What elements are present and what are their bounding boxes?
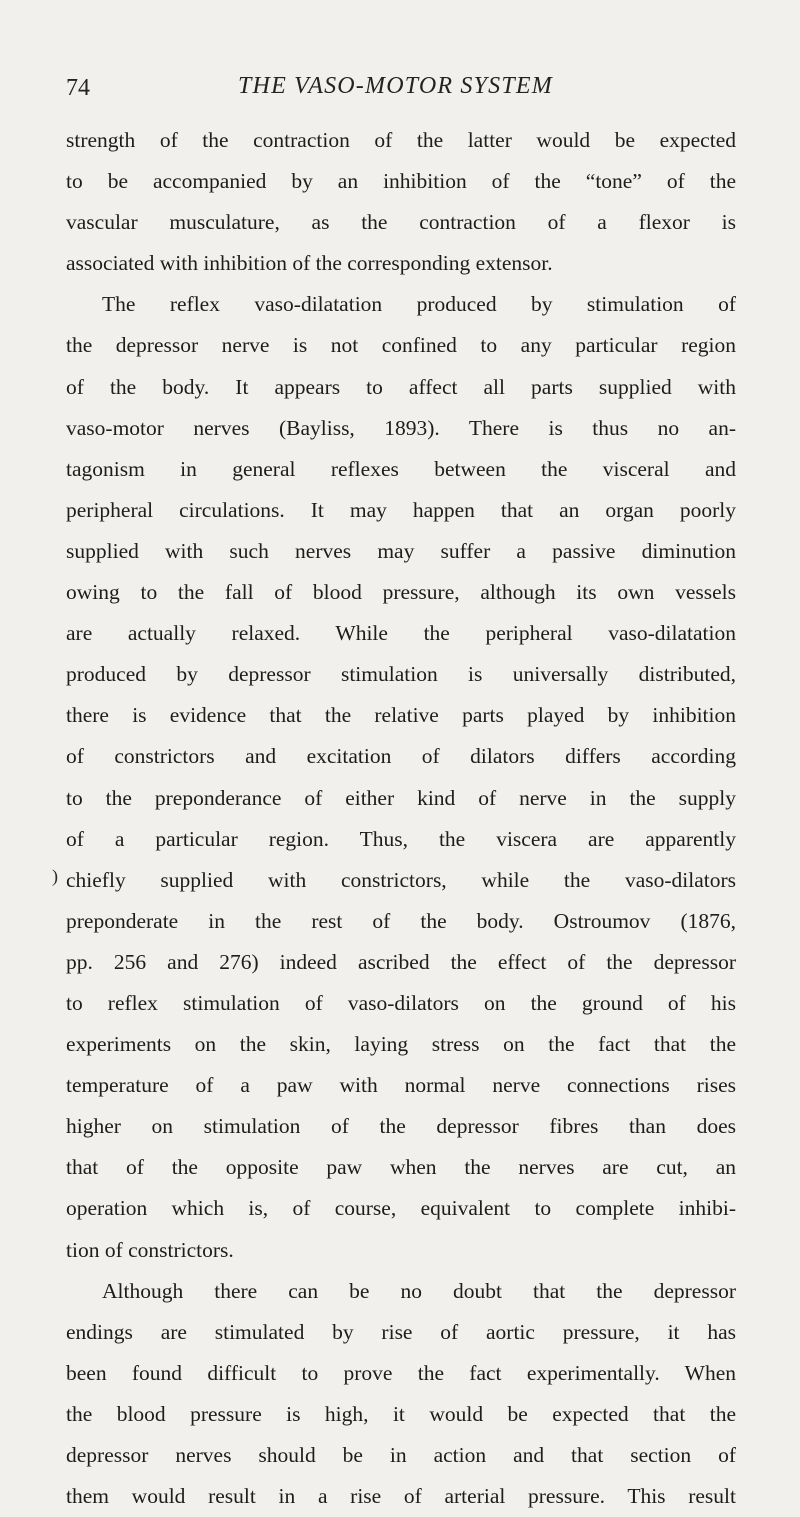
text-line: depressor nerves should be in action and that section of xyxy=(66,1443,736,1467)
text-line: The reflex vaso-dilatation produced by stimulation of xyxy=(102,292,736,317)
text-line: pp. 256 and 276) indeed ascribed the effect of the depressor xyxy=(66,949,736,974)
text-line: vascular musculature, as the contraction of a flexor is xyxy=(66,210,736,235)
text-line: to reflex stimulation of vaso-dilators on the ground of his xyxy=(66,990,736,1015)
text-line: experiments on the skin, laying stress on the fact that the xyxy=(66,1032,736,1057)
text-line: are actually relaxed. While the peripheral vaso-dilatation xyxy=(66,621,736,646)
text-line: higher on stimulation of the depressor fibres than does xyxy=(66,1114,736,1139)
text-line: the blood pressure is high, it would be expected that the xyxy=(66,1401,736,1426)
text-line: tagonism in general reflexes between the visceral and xyxy=(66,456,736,481)
text-line: there is evidence that the relative parts played by inhibition xyxy=(66,703,736,728)
text-line: supplied with such nerves may suffer a passive diminution xyxy=(66,538,736,563)
text-line: produced by depressor stimulation is universally distributed, xyxy=(66,662,736,687)
text-line: the depressor nerve is not confined to any particular region xyxy=(66,333,736,358)
text-line: owing to the fall of blood pressure, although its own vessels xyxy=(66,580,736,605)
margin-bracket-mark: ) xyxy=(52,866,58,886)
text-line: to the preponderance of either kind of nerve in the supply xyxy=(66,785,736,810)
text-line: associated with inhibition of the corresponding extensor. xyxy=(66,251,553,276)
text-line: of a particular region. Thus, the viscera are apparently xyxy=(66,826,736,851)
text-line: peripheral circulations. It may happen that an organ poorly xyxy=(66,497,736,522)
text-line: of the body. It appears to affect all parts supplied with xyxy=(66,374,736,399)
text-line: chiefly supplied with constrictors, while the vaso-dilators xyxy=(66,867,736,892)
text-line: tion of constrictors. xyxy=(66,1237,234,1262)
text-line: endings are stimulated by rise of aortic pressure, it has xyxy=(66,1319,736,1344)
text-line: strength of the contraction of the latter would be expected xyxy=(66,128,736,152)
text-line: of constrictors and excitation of dilators differs according xyxy=(66,744,736,769)
text-line: to be accompanied by an inhibition of the “tone” of the xyxy=(66,169,736,194)
text-line: been found difficult to prove the fact experimentally. When xyxy=(66,1360,736,1385)
text-line: vaso-motor nerves (Bayliss, 1893). There is thus no an- xyxy=(66,415,736,440)
text-line: operation which is, of course, equivalent to complete inhibi- xyxy=(66,1196,736,1221)
text-line: preponderate in the rest of the body. Ostroumov (1876, xyxy=(66,908,736,933)
text-line: that of the opposite paw when the nerves are cut, an xyxy=(66,1155,736,1180)
text-line: temperature of a paw with normal nerve connections rises xyxy=(66,1073,736,1098)
text-line: them would result in a rise of arterial pressure. This result xyxy=(66,1484,736,1509)
running-head: THE VASO-MOTOR SYSTEM xyxy=(238,73,553,99)
text-line: Although there can be no doubt that the depressor xyxy=(102,1278,736,1303)
page-number: 74 xyxy=(66,75,90,101)
body-text xyxy=(66,120,736,1517)
